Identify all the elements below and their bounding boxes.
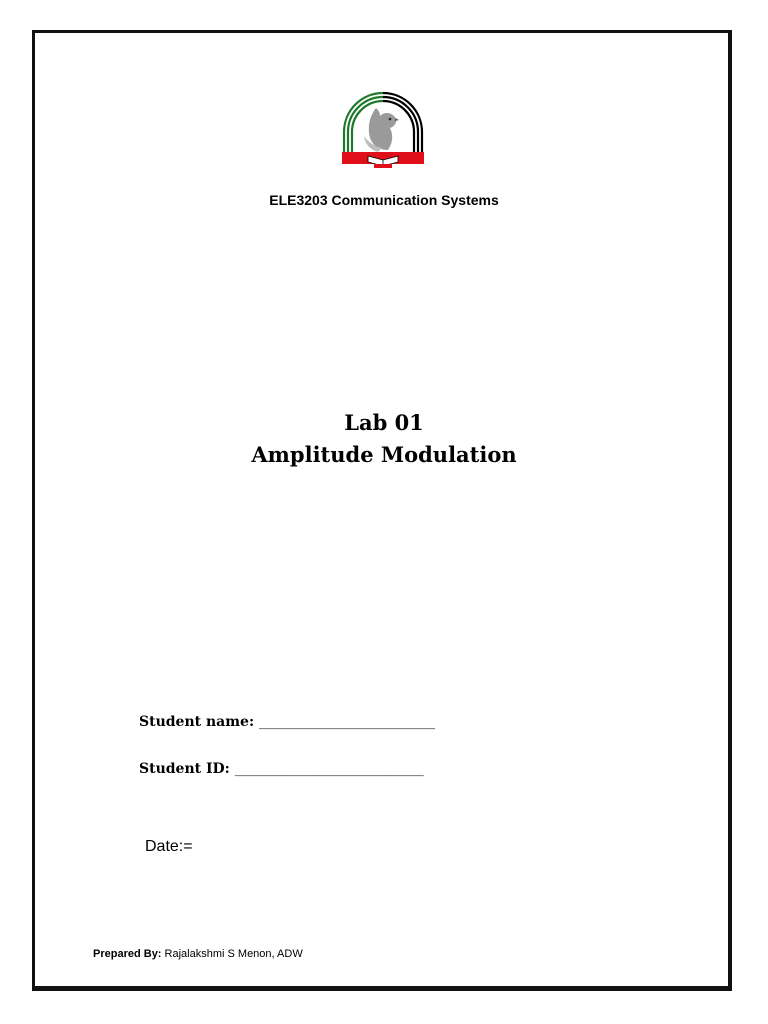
lab-number: Lab 01 [344, 410, 424, 435]
student-name-blank: ___________________________ [259, 714, 435, 730]
course-title: ELE3203 Communication Systems [269, 192, 499, 208]
date-label: Date:= [145, 838, 193, 855]
student-name-label: Student name: [139, 714, 255, 730]
student-id-field [139, 761, 423, 777]
author-name: Rajalakshmi S Menon, ADW [164, 948, 303, 960]
prepared-by-label: Prepared By: [93, 948, 162, 960]
lab-title: Amplitude Modulation [251, 442, 517, 467]
student-name-field [139, 714, 435, 730]
prepared-by-line [93, 948, 303, 960]
page-border [32, 30, 732, 991]
student-id-blank: _____________________________ [234, 761, 424, 777]
student-id-label: Student ID: [139, 761, 230, 777]
university-logo-icon [340, 90, 426, 170]
